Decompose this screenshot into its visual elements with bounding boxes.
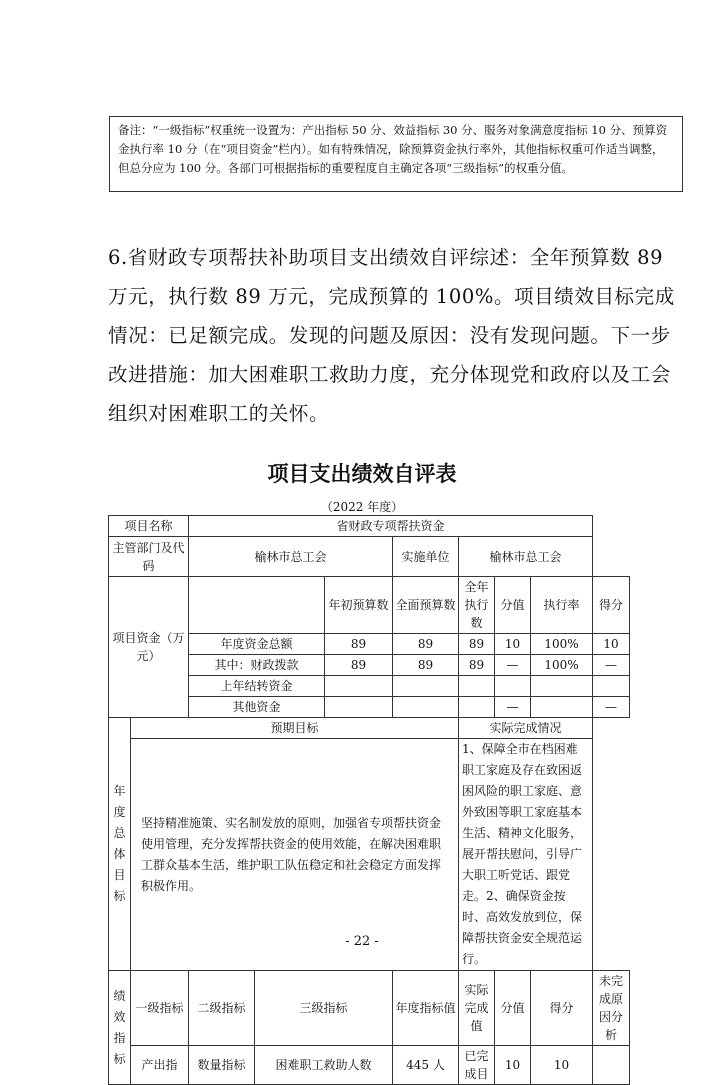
fund-row-label: 年度资金总额 [189, 634, 325, 655]
fund-cell [325, 697, 393, 718]
perf-header-actual: 实际完成值 [459, 971, 495, 1046]
header-score-weight: 分值 [495, 577, 531, 634]
fund-cell: — [593, 655, 630, 676]
dept-label: 主管部门及代码 [109, 537, 189, 577]
fund-cell [459, 676, 495, 697]
summary-paragraph: 6.省财政专项帮扶补助项目支出绩效自评综述：全年预算数 89 万元，执行数 89 万元，完成预算的 100%。项目绩效目标完成情况：已足额完成。发现的问题及原因：没有发现问题。下一步改进措施：加大困难职工救助力度，充分体现党和政府以及工会组织对困难职工的关怀。 [108, 246, 675, 425]
perf-header-weight: 分值 [495, 971, 531, 1046]
fund-cell [531, 697, 593, 718]
perf-cell: 数量指标 [189, 1046, 255, 1085]
fund-cell [459, 697, 495, 718]
impl-label: 实施单位 [393, 537, 459, 577]
fund-cell: — [593, 697, 630, 718]
fund-cell: 100% [531, 634, 593, 655]
table-title: 项目支出绩效自评表 [267, 462, 457, 486]
fund-cell: 89 [325, 655, 393, 676]
perf-cell: 445 人 [393, 1046, 459, 1085]
row-goal-headers [109, 718, 630, 739]
funds-blank [189, 577, 325, 634]
row-fund-headers [109, 577, 630, 634]
impl-value: 榆林市总工会 [459, 537, 593, 577]
fund-cell [325, 676, 393, 697]
fund-row-label: 其他资金 [189, 697, 325, 718]
perf-header-reason: 未完成原因分析 [593, 971, 630, 1046]
expected-text: 坚持精准施策、实名制发放的原则，加强省专项帮扶资金使用管理，充分发挥帮扶资金的使用效能，在解决困难职工群众基本生活，维护职工队伍稳定和社会稳定方面发挥积极作用。 [131, 739, 459, 971]
self-evaluation-table [108, 515, 630, 1085]
perf-cell [593, 1046, 630, 1085]
fund-cell: 89 [459, 655, 495, 676]
fund-cell: 89 [393, 655, 459, 676]
fund-cell: 89 [393, 634, 459, 655]
perf-cell: 已完成目 [459, 1046, 495, 1085]
fund-cell: 10 [495, 634, 531, 655]
project-name-label: 项目名称 [109, 516, 189, 537]
fund-cell [393, 676, 459, 697]
perf-cell: 产出指 [131, 1046, 189, 1085]
perf-header-level3: 三级指标 [255, 971, 393, 1046]
row-department [109, 537, 630, 577]
perf-cell: 10 [495, 1046, 531, 1085]
fund-cell: 89 [459, 634, 495, 655]
goal-label: 年度总体目标 [109, 718, 131, 971]
fund-cell: 10 [593, 634, 630, 655]
table-year: （2022 年度） [320, 500, 404, 514]
row-project-name [109, 516, 630, 537]
perf-header-level2: 二级指标 [189, 971, 255, 1046]
header-executed: 全年执行数 [459, 577, 495, 634]
page-number: - 22 - [345, 934, 379, 949]
perf-header-score: 得分 [531, 971, 593, 1046]
perf-row [109, 1046, 630, 1085]
fund-cell: — [495, 655, 531, 676]
fund-row-label: 上年结转资金 [189, 676, 325, 697]
fund-cell: — [495, 697, 531, 718]
note-box: 备注：“一级指标”权重统一设置为：产出指标 50 分、效益指标 30 分、服务对象满意度指标 10 分、预算资金执行率 10 分（在“项目资金”栏内）。如有特殊情况，除预算资金执行率外，其他指标权重可作适当调整，但总分应为 100 分。各部门可根据指标的重要程度自主确定各项“三级指标”的权重分值。 [109, 116, 683, 192]
row-perf-headers [109, 971, 630, 1046]
fund-cell: 100% [531, 655, 593, 676]
project-name-value: 省财政专项帮扶资金 [189, 516, 593, 537]
dept-value: 榆林市总工会 [189, 537, 393, 577]
funds-label: 项目资金（万元） [109, 577, 189, 718]
expected-label: 预期目标 [131, 718, 459, 739]
fund-cell [593, 676, 630, 697]
header-full-budget: 全面预算数 [393, 577, 459, 634]
fund-row-label: 其中：财政拨款 [189, 655, 325, 676]
header-exec-rate: 执行率 [531, 577, 593, 634]
perf-cell: 10 [531, 1046, 593, 1085]
fund-cell [495, 676, 531, 697]
perf-header-target: 年度指标值 [393, 971, 459, 1046]
fund-cell: 89 [325, 634, 393, 655]
perf-cell: 困难职工救助人数 [255, 1046, 393, 1085]
header-score: 得分 [593, 577, 630, 634]
perf-header-level1: 一级指标 [131, 971, 189, 1046]
fund-cell [531, 676, 593, 697]
actual-label: 实际完成情况 [459, 718, 593, 739]
header-initial-budget: 年初预算数 [325, 577, 393, 634]
fund-cell [393, 697, 459, 718]
actual-text: 1、保障全市在档困难职工家庭及存在致困返困风险的职工家庭、意外致困等职工家庭基本生活、精神文化服务，展开帮扶慰问，引导广大职工听党话、跟党走。2、确保资金按时、高效发放到位，保障帮扶资金安全规范运行。 [459, 739, 593, 971]
perf-label: 绩效指标 [109, 971, 131, 1085]
